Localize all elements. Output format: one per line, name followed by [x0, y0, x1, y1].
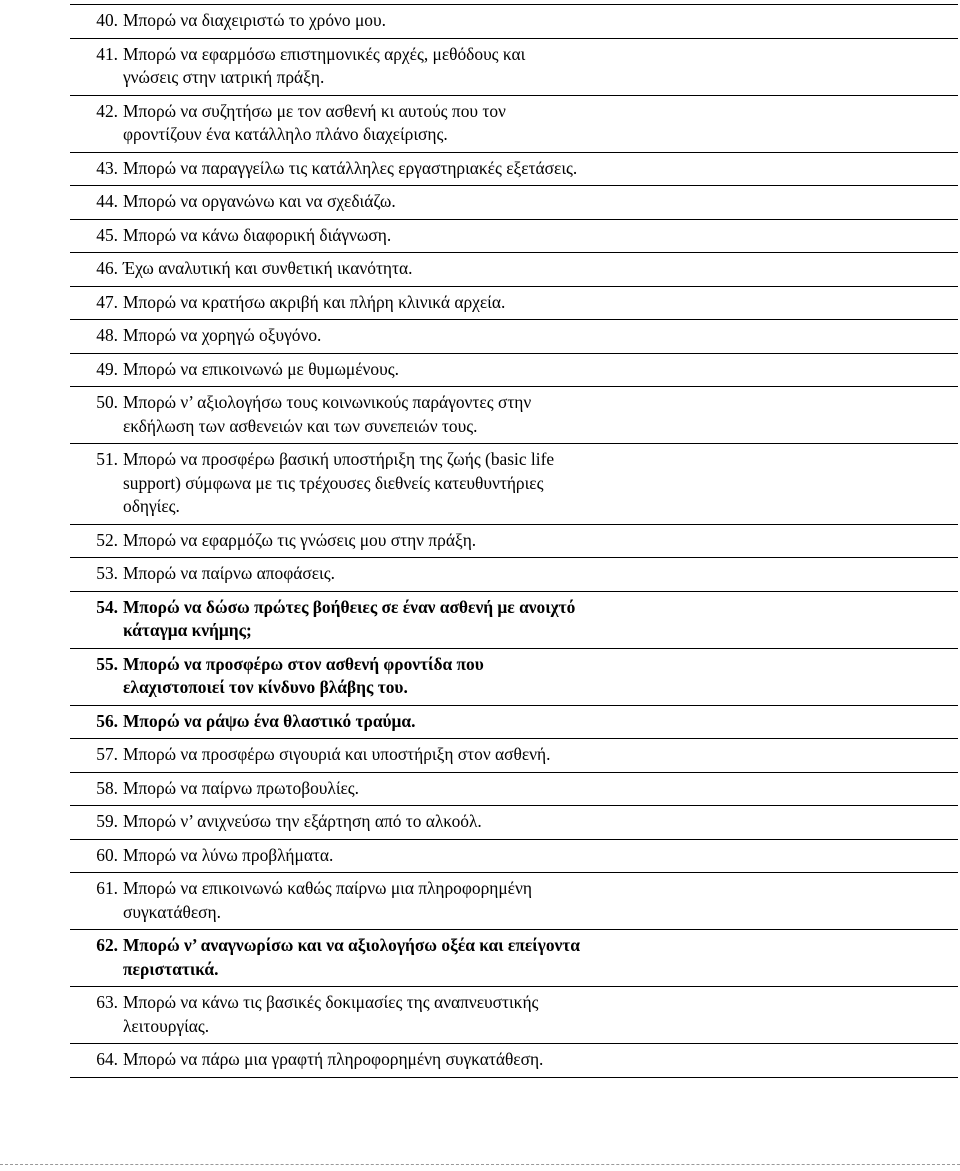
- item-number: 63.: [96, 992, 118, 1012]
- list-item-content: [70, 448, 580, 519]
- list-item-content: [70, 324, 580, 348]
- item-text: Μπορώ ν’ ανιχνεύσω την εξάρτηση από το αλκοόλ.: [123, 811, 482, 831]
- list-item: [70, 806, 958, 840]
- item-number: 50.: [96, 392, 118, 412]
- list-item: [70, 5, 958, 39]
- item-text: Μπορώ να προσφέρω σιγουριά και υποστήριξη στον ασθενή.: [123, 744, 551, 764]
- list-item-content: [70, 257, 580, 281]
- list-item-content: [70, 877, 580, 924]
- list-item: [70, 525, 958, 559]
- item-number: 64.: [96, 1049, 118, 1069]
- item-text: Μπορώ να συζητήσω με τον ασθενή κι αυτούς που τον φροντίζουν ένα κατάλληλο πλάνο διαχείρισης.: [123, 100, 506, 144]
- item-text: Μπορώ να επικοινωνώ με θυμωμένους.: [123, 358, 399, 379]
- list-item: [70, 287, 958, 321]
- list-item: [70, 987, 958, 1044]
- item-text: Μπορώ να κρατήσω ακριβή και πλήρη κλινικά αρχεία.: [123, 291, 506, 312]
- item-number: 44.: [96, 191, 118, 211]
- item-text: Μπορώ ν’ αναγνωρίσω και να αξιολογήσω οξέα και επείγοντα περιστατικά.: [123, 935, 581, 979]
- item-text: Μπορώ ν’ αξιολογήσω τους κοινωνικούς παράγοντες στην εκδήλωση των ασθενειών και των συνεπειών τους.: [123, 392, 532, 436]
- list-item-content: [70, 43, 580, 90]
- list-item-content: [70, 743, 580, 767]
- list-item: [70, 873, 958, 930]
- item-number: 56.: [96, 710, 118, 731]
- item-number: 53.: [96, 563, 118, 583]
- list-item: [70, 930, 958, 987]
- list-item: [70, 1044, 958, 1078]
- list-item-content: [70, 529, 580, 553]
- item-text: Μπορώ να χορηγώ οξυγόνο.: [123, 325, 322, 345]
- list-item-content: [70, 1048, 580, 1072]
- list-item: [70, 39, 958, 96]
- item-number: 54.: [96, 596, 118, 617]
- item-text: Μπορώ να οργανώνω και να σχεδιάζω.: [123, 191, 396, 211]
- item-text: Μπορώ να εφαρμόσω επιστημονικές αρχές, μεθόδους και γνώσεις στην ιατρική πράξη.: [123, 43, 526, 87]
- item-text: Έχω αναλυτική και συνθετική ικανότητα.: [123, 258, 413, 278]
- item-text: Μπορώ να εφαρμόζω τις γνώσεις μου στην πράξη.: [123, 529, 477, 550]
- item-number: 48.: [96, 325, 118, 345]
- list-item-content: [70, 596, 580, 643]
- item-number: 58.: [96, 777, 118, 798]
- list-item-content: [70, 777, 580, 801]
- item-number: 57.: [96, 744, 118, 764]
- list-item-content: [70, 157, 580, 181]
- list-item: [70, 354, 958, 388]
- list-item: [70, 444, 958, 525]
- item-number: 49.: [96, 358, 118, 379]
- list-item-content: [70, 653, 580, 700]
- item-number: 47.: [96, 291, 118, 312]
- list-item-content: [70, 9, 580, 33]
- item-number: 55.: [96, 653, 118, 674]
- competency-list: [70, 4, 958, 1078]
- list-item-content: [70, 991, 580, 1038]
- item-text: Μπορώ να παίρνω αποφάσεις.: [123, 563, 335, 583]
- list-item: [70, 96, 958, 153]
- list-item-content: [70, 291, 580, 315]
- list-item: [70, 592, 958, 649]
- list-item: [70, 706, 958, 740]
- list-item: [70, 649, 958, 706]
- list-item: [70, 186, 958, 220]
- list-item-content: [70, 190, 580, 214]
- list-item: [70, 773, 958, 807]
- list-item-content: [70, 358, 580, 382]
- list-item-content: [70, 100, 580, 147]
- item-text: Μπορώ να προσφέρω βασική υποστήριξη της ζωής (basic life support) σύμφωνα με τις τρέχουσες διεθνείς κατευθυντήριες οδηγίες.: [123, 449, 555, 516]
- page-bottom-rule: [0, 1164, 960, 1165]
- item-text: Μπορώ να πάρω μια γραφτή πληροφορημένη συγκατάθεση.: [123, 1049, 544, 1069]
- item-text: Μπορώ να επικοινωνώ καθώς παίρνω μια πληροφορημένη συγκατάθεση.: [123, 878, 532, 922]
- item-text: Μπορώ να προσφέρω στον ασθενή φροντίδα που ελαχιστοποιεί τον κίνδυνο βλάβης του.: [123, 653, 484, 697]
- list-item: [70, 387, 958, 444]
- item-number: 46.: [96, 258, 118, 278]
- item-number: 41.: [96, 43, 118, 64]
- list-item-content: [70, 844, 580, 868]
- item-text: Μπορώ να λύνω προβλήματα.: [123, 844, 334, 865]
- item-text: Μπορώ να δώσω πρώτες βοήθειες σε έναν ασθενή με ανοιχτό κάταγμα κνήμης;: [123, 596, 576, 640]
- item-number: 52.: [96, 529, 118, 550]
- item-number: 60.: [96, 844, 118, 865]
- list-item: [70, 739, 958, 773]
- item-number: 51.: [96, 449, 118, 469]
- list-item-content: [70, 224, 580, 248]
- item-number: 61.: [96, 878, 118, 898]
- list-item-content: [70, 391, 580, 438]
- list-item: [70, 320, 958, 354]
- list-item: [70, 220, 958, 254]
- item-number: 43.: [96, 157, 118, 178]
- item-number: 42.: [96, 100, 118, 121]
- list-item-content: [70, 710, 580, 734]
- item-number: 40.: [96, 10, 118, 30]
- list-item: [70, 253, 958, 287]
- item-text: Μπορώ να ράψω ένα θλαστικό τραύμα.: [123, 710, 416, 731]
- list-item: [70, 558, 958, 592]
- list-item: [70, 840, 958, 874]
- item-number: 45.: [96, 224, 118, 245]
- item-text: Μπορώ να διαχειριστώ το χρόνο μου.: [123, 10, 386, 30]
- item-number: 59.: [96, 811, 118, 831]
- item-text: Μπορώ να κάνω διαφορική διάγνωση.: [123, 224, 392, 245]
- item-number: 62.: [96, 935, 118, 955]
- item-text: Μπορώ να παραγγείλω τις κατάλληλες εργαστηριακές εξετάσεις.: [123, 157, 578, 178]
- item-text: Μπορώ να κάνω τις βασικές δοκιμασίες της αναπνευστικής λειτουργίας.: [123, 992, 539, 1036]
- list-item-content: [70, 562, 580, 586]
- list-item: [70, 153, 958, 187]
- list-item-content: [70, 934, 580, 981]
- item-text: Μπορώ να παίρνω πρωτοβουλίες.: [123, 777, 360, 798]
- list-item-content: [70, 810, 580, 834]
